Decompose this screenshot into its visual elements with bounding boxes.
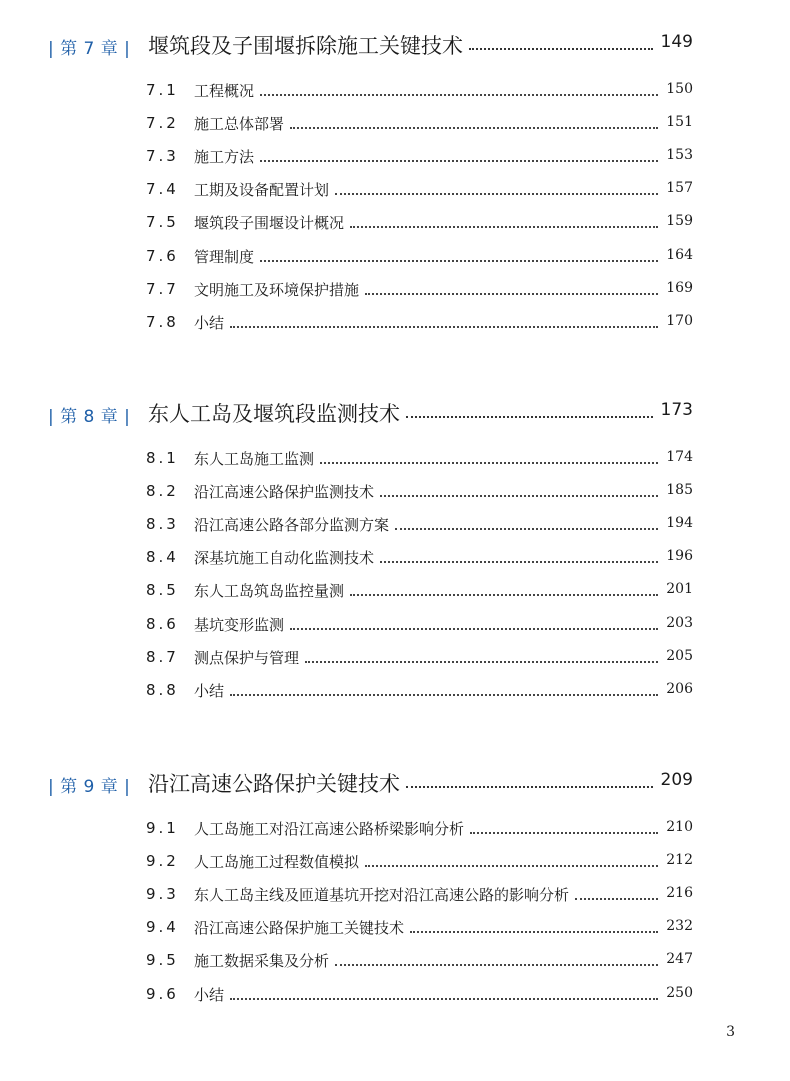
section-number: 9.5 — [146, 951, 179, 970]
chapter-number: 第 8 章 — [60, 407, 119, 427]
section-page-number: 232 — [666, 918, 693, 935]
section-page-number: 203 — [666, 614, 693, 631]
chapter-heading[interactable] — [0, 394, 790, 434]
chapter-label — [48, 402, 130, 427]
toc-entry[interactable] — [0, 846, 790, 879]
toc-entry[interactable] — [0, 609, 790, 642]
dot-leader — [395, 525, 658, 530]
dot-leader — [380, 558, 658, 563]
dot-leader — [335, 961, 658, 966]
section-number: 8.1 — [146, 449, 179, 467]
section-page-number: 216 — [666, 885, 693, 902]
section-page-number: 196 — [666, 548, 693, 565]
section-page-number: 150 — [666, 81, 693, 97]
section-title: 小结 — [194, 985, 225, 1004]
dot-leader — [290, 625, 658, 630]
section-title: 工程概况 — [194, 82, 255, 100]
section-title: 小结 — [194, 681, 225, 700]
chapter-label — [48, 34, 130, 59]
chapter-number: 第 9 章 — [60, 777, 119, 797]
dot-leader — [365, 290, 658, 295]
section-number: 8.5 — [146, 581, 179, 600]
section-title: 施工总体部署 — [194, 115, 285, 134]
section-number: 8.6 — [146, 614, 179, 633]
chapter-label — [48, 772, 130, 797]
section-title: 东人工岛施工监测 — [194, 450, 315, 468]
dot-leader — [365, 862, 658, 867]
section-page-number: 185 — [666, 482, 693, 499]
section-number: 9.3 — [146, 885, 179, 904]
section-page-number: 201 — [666, 581, 693, 598]
divider: | — [118, 407, 131, 427]
divider: | — [48, 39, 61, 59]
chapter-title: 沿江高速公路保护关键技术 — [148, 772, 400, 796]
toc-entry[interactable] — [0, 979, 790, 1012]
section-title: 沿江高速公路保护施工关键技术 — [194, 919, 405, 938]
dot-leader — [230, 323, 658, 328]
chapter-page-number: 149 — [660, 32, 693, 52]
section-number: 7.1 — [146, 81, 179, 99]
section-page-number: 206 — [666, 680, 693, 697]
chapter-page-number: 173 — [660, 400, 693, 420]
toc-entry[interactable] — [0, 912, 790, 945]
toc-entry[interactable] — [0, 642, 790, 675]
dot-leader — [469, 44, 653, 50]
section-page-number: 164 — [666, 246, 693, 263]
section-number: 9.1 — [146, 819, 179, 837]
divider: | — [118, 777, 131, 797]
divider: | — [118, 39, 131, 59]
section-number: 8.3 — [146, 515, 179, 534]
section-page-number: 170 — [666, 312, 693, 329]
section-number: 8.7 — [146, 647, 179, 666]
toc-entry[interactable] — [0, 945, 790, 978]
dot-leader — [406, 412, 653, 418]
dot-leader — [380, 492, 658, 497]
section-number: 9.2 — [146, 852, 179, 871]
dot-leader — [290, 124, 658, 129]
section-number: 7.7 — [146, 279, 179, 298]
section-number: 7.5 — [146, 213, 179, 232]
dot-leader — [350, 591, 658, 596]
toc-entry[interactable] — [0, 108, 790, 141]
dot-leader — [230, 691, 658, 696]
section-title: 工期及设备配置计划 — [194, 181, 330, 200]
toc-entry[interactable] — [0, 476, 790, 509]
section-page-number: 151 — [666, 114, 693, 131]
dot-leader — [320, 459, 658, 464]
toc-entry[interactable] — [0, 141, 790, 174]
dot-leader — [260, 91, 658, 96]
dot-leader — [350, 223, 658, 228]
toc-entry[interactable] — [0, 813, 790, 846]
section-title: 施工数据采集及分析 — [194, 952, 330, 971]
section-title: 沿江高速公路保护监测技术 — [194, 483, 375, 502]
section-page-number: 194 — [666, 515, 693, 532]
section-title: 堰筑段子围堰设计概况 — [194, 214, 345, 233]
section-page-number: 157 — [666, 180, 693, 197]
toc-entry[interactable] — [0, 241, 790, 274]
section-number: 9.6 — [146, 984, 179, 1003]
section-number: 7.4 — [146, 180, 179, 199]
dot-leader — [260, 257, 658, 262]
toc-entry[interactable] — [0, 307, 790, 340]
dot-leader — [260, 157, 658, 162]
section-page-number: 159 — [666, 213, 693, 230]
toc-entry[interactable] — [0, 75, 790, 108]
chapter-title: 堰筑段及子围堰拆除施工关键技术 — [148, 34, 463, 58]
toc-entry[interactable] — [0, 575, 790, 608]
section-page-number: 247 — [666, 951, 693, 968]
chapter-number: 第 7 章 — [60, 39, 119, 59]
section-title: 测点保护与管理 — [194, 648, 300, 667]
section-title: 文明施工及环境保护措施 — [194, 280, 360, 299]
section-title: 人工岛施工过程数值模拟 — [194, 853, 360, 872]
dot-leader — [230, 995, 658, 1000]
section-title: 东人工岛主线及匝道基坑开挖对沿江高速公路的影响分析 — [194, 886, 570, 905]
toc-entry[interactable] — [0, 274, 790, 307]
divider: | — [48, 777, 61, 797]
section-title: 人工岛施工对沿江高速公路桥梁影响分析 — [194, 820, 465, 838]
section-title: 东人工岛筑岛监控量测 — [194, 582, 345, 601]
chapter-page-number: 209 — [660, 770, 693, 790]
section-page-number: 212 — [666, 852, 693, 869]
page-number: 3 — [726, 1024, 735, 1040]
chapter-title: 东人工岛及堰筑段监测技术 — [148, 402, 400, 426]
toc-entry[interactable] — [0, 542, 790, 575]
section-page-number: 169 — [666, 279, 693, 296]
section-page-number: 210 — [666, 819, 693, 835]
dot-leader — [470, 829, 658, 834]
section-number: 7.3 — [146, 147, 179, 166]
section-number: 7.8 — [146, 312, 179, 331]
section-number: 8.4 — [146, 548, 179, 567]
section-title: 沿江高速公路各部分监测方案 — [194, 516, 390, 535]
toc-entry[interactable] — [0, 207, 790, 240]
chapter-heading[interactable] — [0, 764, 790, 804]
section-title: 基坑变形监测 — [194, 615, 285, 634]
section-page-number: 153 — [666, 147, 693, 164]
section-title: 施工方法 — [194, 148, 255, 167]
dot-leader — [305, 658, 658, 663]
toc-entry[interactable] — [0, 443, 790, 476]
section-number: 8.8 — [146, 680, 179, 699]
dot-leader — [406, 782, 653, 788]
toc-entry[interactable] — [0, 879, 790, 912]
section-number: 7.6 — [146, 246, 179, 265]
section-number: 7.2 — [146, 114, 179, 133]
toc-entry[interactable] — [0, 174, 790, 207]
section-title: 管理制度 — [194, 247, 255, 266]
toc-entry[interactable] — [0, 675, 790, 708]
section-page-number: 250 — [666, 984, 693, 1001]
section-title: 深基坑施工自动化监测技术 — [194, 549, 375, 568]
section-title: 小结 — [194, 313, 225, 332]
section-page-number: 174 — [666, 449, 693, 465]
chapter-heading[interactable] — [0, 26, 790, 66]
section-page-number: 205 — [666, 647, 693, 664]
section-number: 8.2 — [146, 482, 179, 501]
dot-leader — [410, 928, 658, 933]
section-number: 9.4 — [146, 918, 179, 937]
dot-leader — [575, 895, 658, 900]
dot-leader — [335, 190, 658, 195]
toc-entry[interactable] — [0, 509, 790, 542]
divider: | — [48, 407, 61, 427]
